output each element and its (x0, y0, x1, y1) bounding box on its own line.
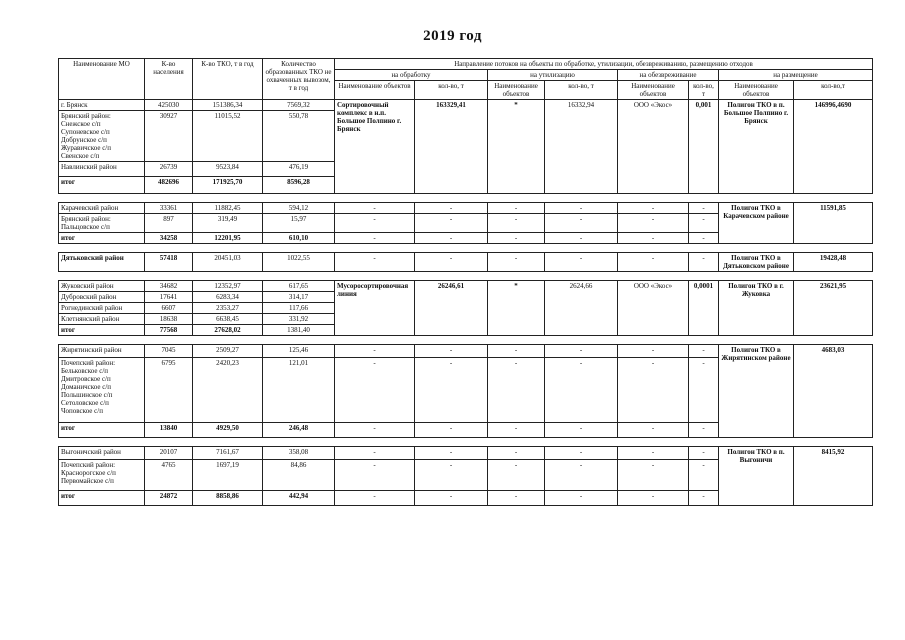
processing-qty: 26246,61 (415, 281, 488, 336)
mo-name: Почепский район: Бельковское с/п Дмитровское с/п Доманичское с/п Польшинское с/п Сетоловское с/п Чоповское с/п (59, 358, 145, 423)
tko-volume: 11015,52 (193, 111, 263, 162)
utilization-object: * (488, 100, 545, 194)
population: 4765 (145, 460, 193, 491)
mo-name: Дятьковский район (59, 253, 145, 272)
dash: - (488, 203, 545, 214)
placement-qty: 146996,4690 (794, 100, 873, 194)
header-not-covered: Количество образованных ТКО не охваченных вывозом, т в год (263, 59, 335, 100)
mo-name: итог (59, 491, 145, 506)
dash: - (335, 491, 415, 506)
header-name-mo: Наименование МО (59, 59, 145, 100)
dash: - (335, 214, 415, 233)
not-covered: 550,78 (263, 111, 335, 162)
table-row (59, 100, 873, 111)
mo-name: Брянский район: Снежское с/п Супоневское с/п Добрунское с/п Журавичское с/п Свенское с/п (59, 111, 145, 162)
page-title: 2019 год (423, 28, 482, 44)
population: 33361 (145, 203, 193, 214)
dash: - (618, 253, 689, 272)
dash: - (335, 358, 415, 423)
tko-volume: 1697,19 (193, 460, 263, 491)
population: 30927 (145, 111, 193, 162)
header-obj-name: Наименование объектов (488, 81, 545, 100)
tko-volume: 2420,23 (193, 358, 263, 423)
dash: - (689, 253, 719, 272)
placement-qty: 23621,95 (794, 281, 873, 336)
dash: - (689, 233, 719, 244)
dash: - (545, 203, 618, 214)
table-row (59, 203, 873, 214)
mo-name: Рогнединский район (59, 303, 145, 314)
dash: - (488, 233, 545, 244)
utilization-qty: 16332,94 (545, 100, 618, 194)
table-row (59, 281, 873, 292)
dash: - (545, 253, 618, 272)
not-covered: 1022,55 (263, 253, 335, 272)
dash: - (689, 214, 719, 233)
dash: - (545, 233, 618, 244)
not-covered: 246,48 (263, 423, 335, 438)
placement-object: Полигон ТКО в г. Жуковка (719, 281, 794, 336)
placement-object: Полигон ТКО в п. Выгоничи (719, 447, 794, 506)
mo-name: Жирятинский район (59, 345, 145, 358)
dash: - (618, 460, 689, 491)
tko-volume: 7161,67 (193, 447, 263, 460)
utilization-object: * (488, 281, 545, 336)
dash: - (618, 345, 689, 358)
not-covered: 125,46 (263, 345, 335, 358)
header-qty: кол-во, т (415, 81, 488, 100)
dash: - (335, 233, 415, 244)
population: 425030 (145, 100, 193, 111)
dash: - (545, 358, 618, 423)
placement-qty: 8415,92 (794, 447, 873, 506)
population: 6607 (145, 303, 193, 314)
population: 17641 (145, 292, 193, 303)
neutralization-qty: 0,0001 (689, 281, 719, 336)
not-covered: 617,65 (263, 281, 335, 292)
dash: - (689, 447, 719, 460)
dash: - (335, 203, 415, 214)
dash: - (689, 460, 719, 491)
header-direction: Направление потоков на объекты по обработке, утилизации, обезвреживанию, размещению отходов (335, 59, 873, 70)
not-covered: 594,12 (263, 203, 335, 214)
mo-name: итог (59, 233, 145, 244)
header-qty: кол-во,т (794, 81, 873, 100)
dash: - (488, 491, 545, 506)
dash: - (335, 423, 415, 438)
header-utilization: на утилизацию (488, 70, 618, 81)
table-row (59, 447, 873, 460)
dash: - (618, 214, 689, 233)
header-population: К-во населения (145, 59, 193, 100)
placement-object: Полигон ТКО в Дятьковском районе (719, 253, 794, 272)
dash: - (415, 203, 488, 214)
tko-volume: 12352,97 (193, 281, 263, 292)
mo-name: Выгоничский район (59, 447, 145, 460)
dash: - (415, 214, 488, 233)
not-covered: 15,97 (263, 214, 335, 233)
dash: - (488, 423, 545, 438)
header-placement: на размещение (719, 70, 873, 81)
table-row (59, 345, 873, 358)
processing-object: Мусоросортировочная линия (335, 281, 415, 336)
mo-name: Карачевский район (59, 203, 145, 214)
not-covered: 610,10 (263, 233, 335, 244)
dash: - (618, 423, 689, 438)
header-obj-name: Наименование объектов (618, 81, 689, 100)
tko-volume: 151386,34 (193, 100, 263, 111)
neutralization-qty: 0,001 (689, 100, 719, 194)
not-covered: 8596,28 (263, 177, 335, 194)
dash: - (618, 358, 689, 423)
dash: - (689, 491, 719, 506)
mo-name: Почепский район: Краснорогское с/п Первомайское с/п (59, 460, 145, 491)
population: 24872 (145, 491, 193, 506)
mo-name: г. Брянск (59, 100, 145, 111)
not-covered: 476,19 (263, 162, 335, 177)
dash: - (545, 460, 618, 491)
placement-qty: 11591,85 (794, 203, 873, 244)
not-covered: 1381,40 (263, 325, 335, 336)
processing-object: Сортировочный комплекс в н.п. Большое Полпино г. Брянск (335, 100, 415, 194)
tko-volume: 8858,86 (193, 491, 263, 506)
not-covered: 84,86 (263, 460, 335, 491)
dash: - (545, 491, 618, 506)
not-covered: 331,92 (263, 314, 335, 325)
dash: - (488, 214, 545, 233)
dash: - (689, 358, 719, 423)
dash: - (488, 358, 545, 423)
dash: - (488, 447, 545, 460)
dash: - (618, 491, 689, 506)
placement-qty: 19428,48 (794, 253, 873, 272)
dash: - (689, 203, 719, 214)
not-covered: 442,94 (263, 491, 335, 506)
dash: - (335, 253, 415, 272)
header-neutralization: на обезвреживание (618, 70, 719, 81)
dash: - (415, 358, 488, 423)
dash: - (618, 447, 689, 460)
mo-name: Дубровский район (59, 292, 145, 303)
population: 7045 (145, 345, 193, 358)
tko-volume: 2353,27 (193, 303, 263, 314)
dash: - (689, 345, 719, 358)
not-covered: 117,66 (263, 303, 335, 314)
header-processing: на обработку (335, 70, 488, 81)
tko-volume: 319,49 (193, 214, 263, 233)
mo-name: Клетнянский район (59, 314, 145, 325)
population: 57418 (145, 253, 193, 272)
dash: - (335, 447, 415, 460)
tko-volume: 11882,45 (193, 203, 263, 214)
mo-name: итог (59, 325, 145, 336)
processing-qty: 163329,41 (415, 100, 488, 194)
dash: - (415, 460, 488, 491)
dash: - (689, 423, 719, 438)
tko-volume: 20451,03 (193, 253, 263, 272)
dash: - (415, 423, 488, 438)
mo-name: Навлинский район (59, 162, 145, 177)
header-obj-name: Наименование объектов (719, 81, 794, 100)
mo-name: Жуковский район (59, 281, 145, 292)
not-covered: 314,17 (263, 292, 335, 303)
population: 482696 (145, 177, 193, 194)
population: 20107 (145, 447, 193, 460)
tko-volume: 6638,45 (193, 314, 263, 325)
utilization-qty: 2624,66 (545, 281, 618, 336)
dash: - (415, 447, 488, 460)
population: 6795 (145, 358, 193, 423)
tko-volume: 9523,84 (193, 162, 263, 177)
dash: - (488, 345, 545, 358)
dash: - (545, 345, 618, 358)
population: 26739 (145, 162, 193, 177)
tko-volume: 4929,50 (193, 423, 263, 438)
tko-volume: 2509,27 (193, 345, 263, 358)
mo-name: итог (59, 177, 145, 194)
not-covered: 121,01 (263, 358, 335, 423)
population: 34682 (145, 281, 193, 292)
header-qty: кол-во, т (689, 81, 719, 100)
header-obj-name: Наименование объектов (335, 81, 415, 100)
placement-object: Полигон ТКО в Жирятинском районе (719, 345, 794, 438)
tko-volume: 27628,02 (193, 325, 263, 336)
waste-flow-table (58, 58, 873, 506)
mo-name: Брянский район: Пальцовское с/п (59, 214, 145, 233)
dash: - (545, 214, 618, 233)
population: 18638 (145, 314, 193, 325)
header-tko-volume: К-во ТКО, т в год (193, 59, 263, 100)
dash: - (415, 345, 488, 358)
tko-volume: 6283,34 (193, 292, 263, 303)
dash: - (335, 460, 415, 491)
dash: - (335, 345, 415, 358)
placement-object: Полигон ТКО в Карачевском районе (719, 203, 794, 244)
table-row (59, 253, 873, 272)
dash: - (618, 203, 689, 214)
population: 77568 (145, 325, 193, 336)
tko-volume: 12201,95 (193, 233, 263, 244)
header-qty: кол-во, т (545, 81, 618, 100)
not-covered: 7569,32 (263, 100, 335, 111)
tko-volume: 171925,70 (193, 177, 263, 194)
population: 34258 (145, 233, 193, 244)
population: 897 (145, 214, 193, 233)
population: 13840 (145, 423, 193, 438)
neutralization-object: ООО «Экос» (618, 100, 689, 194)
dash: - (415, 253, 488, 272)
not-covered: 358,08 (263, 447, 335, 460)
placement-object: Полигон ТКО в п. Большое Полпино г. Брянск (719, 100, 794, 194)
mo-name: итог (59, 423, 145, 438)
dash: - (415, 233, 488, 244)
placement-qty: 4683,03 (794, 345, 873, 438)
dash: - (415, 491, 488, 506)
dash: - (545, 447, 618, 460)
dash: - (488, 460, 545, 491)
neutralization-object: ООО «Экос» (618, 281, 689, 336)
dash: - (488, 253, 545, 272)
dash: - (618, 233, 689, 244)
dash: - (545, 423, 618, 438)
